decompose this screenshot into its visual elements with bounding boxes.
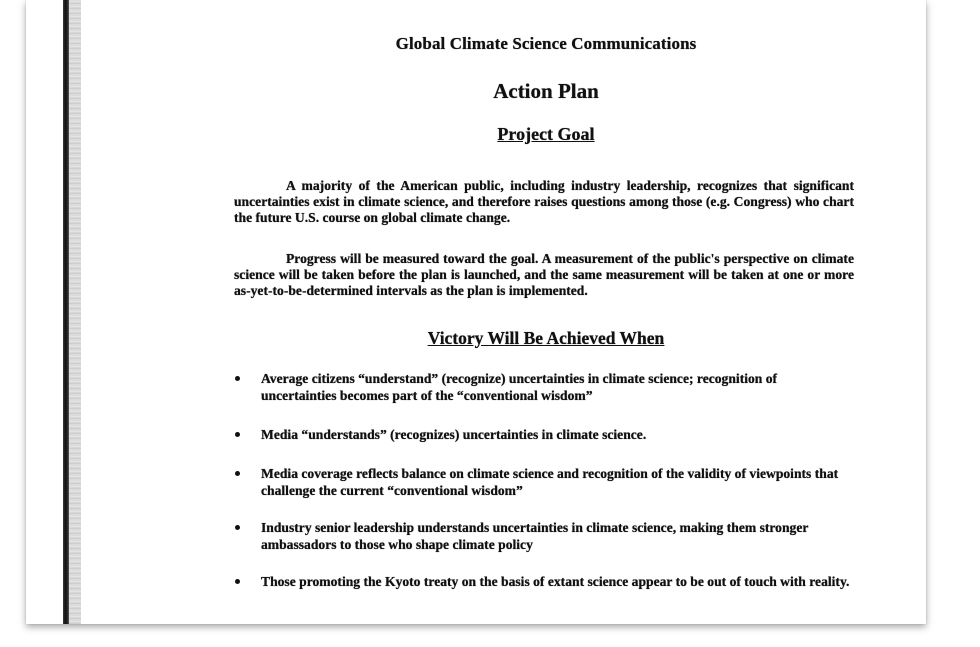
goal-paragraph: A majority of the American public, including industry leadership, recognizes that significant uncertainties exist in climate science, and therefore raises questions among those (e.g. Congress) who chart the future U.S. course on global climate change. (234, 177, 854, 225)
document-page (26, 0, 926, 624)
bullet-icon (235, 579, 240, 584)
list-item (234, 426, 854, 443)
list-item (234, 465, 854, 499)
victory-conditions-list (234, 370, 854, 612)
organization-title: Global Climate Science Communications (395, 34, 697, 53)
plan-title: Action Plan (493, 79, 599, 103)
scan-gutter-shadow (69, 0, 81, 624)
list-item (234, 573, 854, 590)
victory-heading: Victory Will Be Achieved When (427, 328, 665, 348)
bullet-icon (235, 471, 240, 476)
list-item-text: Those promoting the Kyoto treaty on the basis of extant science appear to be out of touch with reality. (261, 574, 850, 589)
list-item (234, 519, 854, 553)
list-item-text: Media “understands” (recognizes) uncertainties in climate science. (261, 427, 647, 442)
list-item-text: Average citizens “understand” (recognize) uncertainties in climate science; recognition of uncertainties becomes part of the “conventional wisdom” (261, 371, 778, 403)
list-item (234, 370, 854, 404)
bullet-icon (235, 525, 240, 530)
list-item-text: Media coverage reflects balance on climate science and recognition of the validity of viewpoints that challenge the current “conventional wisdom” (261, 466, 839, 498)
bullet-icon (235, 432, 240, 437)
bullet-icon (235, 376, 240, 381)
document-content (206, 0, 854, 624)
list-item-text: Industry senior leadership understands uncertainties in climate science, making them stronger ambassadors to those who shape climate policy (261, 520, 809, 552)
measurement-paragraph: Progress will be measured toward the goal. A measurement of the public's perspective on climate science will be taken before the plan is launched, and the same measurement will be taken at one or more as-yet-to-be-determined intervals as the plan is implemented. (234, 250, 854, 298)
project-goal-heading: Project Goal (497, 124, 595, 144)
